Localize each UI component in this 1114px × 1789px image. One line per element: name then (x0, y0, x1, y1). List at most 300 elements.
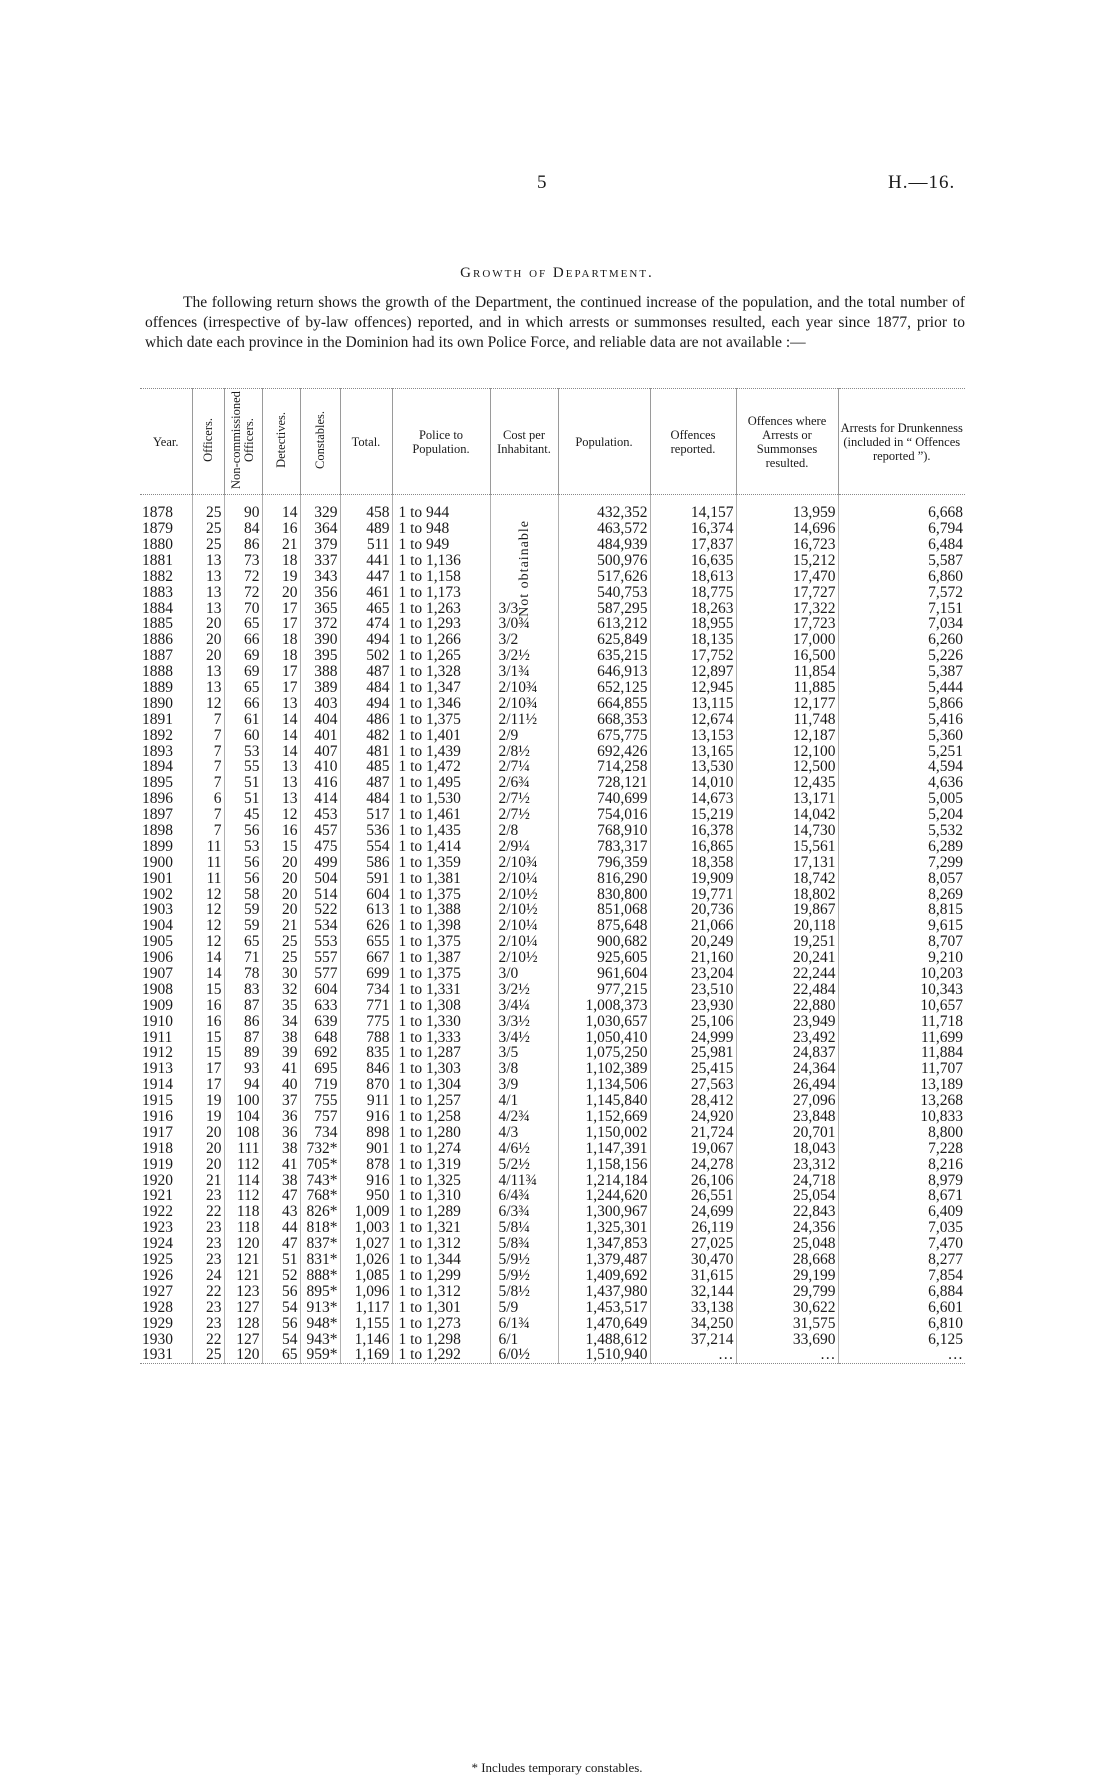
cell-officers: 7 (192, 775, 224, 791)
cell-detectives: 65 (262, 1347, 300, 1363)
table-row (140, 1077, 965, 1093)
footnote: * Includes temporary constables. (471, 1760, 643, 1775)
cell-drunkenness: 8,707 (838, 934, 965, 950)
table-row (140, 934, 965, 950)
cell-police-ratio: 1 to 1,321 (392, 1220, 490, 1236)
cell-arrests: 24,356 (736, 1220, 838, 1236)
cell-arrests: 14,042 (736, 807, 838, 823)
cell-arrests: 24,364 (736, 1061, 838, 1077)
table-row (140, 1284, 965, 1300)
cell-arrests: 11,748 (736, 712, 838, 728)
cell-cost: 3/1¾ (490, 664, 558, 680)
cell-officers: 23 (192, 1252, 224, 1268)
cell-officers: 19 (192, 1109, 224, 1125)
cell-population: 484,939 (558, 537, 650, 553)
table-bottom-rule (140, 1364, 965, 1367)
cell-population: 714,258 (558, 759, 650, 775)
cell-offences: 16,378 (650, 823, 736, 839)
cell-total: 517 (340, 807, 392, 823)
cell-ncos: 86 (224, 537, 262, 553)
cell-cost: 5/8½ (490, 1284, 558, 1300)
cell-population: 875,648 (558, 918, 650, 934)
cell-detectives: 40 (262, 1077, 300, 1093)
cell-total: 878 (340, 1157, 392, 1173)
table-row (140, 1331, 965, 1347)
cell-constables: 372 (300, 616, 340, 632)
cell-offences: 16,865 (650, 839, 736, 855)
table-row (140, 1315, 965, 1331)
cell-year: 1909 (142, 996, 173, 1014)
cell-police-ratio: 1 to 1,273 (392, 1315, 490, 1331)
cell-total: 655 (340, 934, 392, 950)
cell-population: 1,145,840 (558, 1093, 650, 1109)
cell-year: 1901 (142, 869, 173, 887)
cell-offences: 17,752 (650, 648, 736, 664)
cell-total: 536 (340, 823, 392, 839)
cell-drunkenness: 8,815 (838, 902, 965, 918)
cell-constables: 743* (300, 1172, 340, 1188)
cell-population: 432,352 (558, 495, 650, 521)
cell-total: 487 (340, 775, 392, 791)
cell-drunkenness: 6,794 (838, 521, 965, 537)
cell-police-ratio: 1 to 1,346 (392, 696, 490, 712)
cell-police-ratio: 1 to 1,308 (392, 998, 490, 1014)
cell-drunkenness: 10,343 (838, 982, 965, 998)
cell-year: 1925 (142, 1251, 173, 1269)
cell-constables: 604 (300, 982, 340, 998)
cell-police-ratio: 1 to 1,325 (392, 1172, 490, 1188)
cell-officers: 25 (192, 495, 224, 521)
cell-total: 1,003 (340, 1220, 392, 1236)
cell-ncos: 121 (224, 1268, 262, 1284)
cell-police-ratio: 1 to 1,158 (392, 569, 490, 585)
cell-total: 481 (340, 743, 392, 759)
cell-cost: 2/7¼ (490, 759, 558, 775)
cell-total: 486 (340, 712, 392, 728)
cell-arrests: 14,696 (736, 521, 838, 537)
cell-arrests: 18,043 (736, 1141, 838, 1157)
cell-police-ratio: 1 to 1,435 (392, 823, 490, 839)
cell-drunkenness: 5,587 (838, 553, 965, 569)
cell-officers: 22 (192, 1331, 224, 1347)
cell-cost: 6/1 (490, 1331, 558, 1347)
cell-population: 830,800 (558, 886, 650, 902)
cell-cost: 2/10¼ (490, 918, 558, 934)
table-row (140, 1045, 965, 1061)
table-row (140, 584, 965, 600)
cell-ncos: 65 (224, 616, 262, 632)
cell-year: 1928 (142, 1298, 173, 1316)
cell-police-ratio: 1 to 1,387 (392, 950, 490, 966)
cell-constables: 692 (300, 1045, 340, 1061)
table-row (140, 966, 965, 982)
cell-ncos: 59 (224, 918, 262, 934)
cell-police-ratio: 1 to 1,461 (392, 807, 490, 823)
cell-officers: 7 (192, 807, 224, 823)
cell-officers: 12 (192, 886, 224, 902)
cell-detectives: 17 (262, 600, 300, 616)
cell-officers: 22 (192, 1204, 224, 1220)
cell-constables: 457 (300, 823, 340, 839)
cell-offences: 26,551 (650, 1188, 736, 1204)
cell-ncos: 51 (224, 775, 262, 791)
cell-population: 646,913 (558, 664, 650, 680)
cell-offences: 19,909 (650, 870, 736, 886)
cell-drunkenness: 13,189 (838, 1077, 965, 1093)
cell-offences: 37,214 (650, 1331, 736, 1347)
cell-year: 1912 (142, 1044, 173, 1062)
cell-detectives: 39 (262, 1045, 300, 1061)
cell-arrests: 25,054 (736, 1188, 838, 1204)
cell-detectives: 14 (262, 712, 300, 728)
cell-police-ratio: 1 to 1,388 (392, 902, 490, 918)
table-row (140, 1157, 965, 1173)
cell-arrests: 17,322 (736, 600, 838, 616)
cell-police-ratio: 1 to 1,289 (392, 1204, 490, 1220)
cell-police-ratio: 1 to 1,304 (392, 1077, 490, 1093)
cell-total: 461 (340, 584, 392, 600)
cell-police-ratio: 1 to 1,319 (392, 1157, 490, 1173)
table-row (140, 743, 965, 759)
cell-detectives: 25 (262, 950, 300, 966)
cell-police-ratio: 1 to 1,173 (392, 584, 490, 600)
cell-population: 728,121 (558, 775, 650, 791)
cell-police-ratio: 1 to 1,312 (392, 1284, 490, 1300)
cell-year: 1918 (142, 1139, 173, 1157)
cell-officers: 20 (192, 1141, 224, 1157)
table-row (140, 521, 965, 537)
cell-officers: 13 (192, 664, 224, 680)
cell-arrests: 24,837 (736, 1045, 838, 1061)
cell-total: 1,117 (340, 1300, 392, 1316)
cell-total: 482 (340, 727, 392, 743)
cell-population: 635,215 (558, 648, 650, 664)
cell-detectives: 18 (262, 632, 300, 648)
cell-offences: 32,144 (650, 1284, 736, 1300)
cell-offences: 24,920 (650, 1109, 736, 1125)
cell-detectives: 44 (262, 1220, 300, 1236)
cell-police-ratio: 1 to 1,328 (392, 664, 490, 680)
cell-offences: 30,470 (650, 1252, 736, 1268)
cell-police-ratio: 1 to 1,258 (392, 1109, 490, 1125)
cell-constables: 826* (300, 1204, 340, 1220)
cell-police-ratio: 1 to 1,347 (392, 680, 490, 696)
cell-constables: 534 (300, 918, 340, 934)
cell-police-ratio: 1 to 1,301 (392, 1300, 490, 1316)
cell-ncos: 56 (224, 870, 262, 886)
cell-total: 489 (340, 521, 392, 537)
cell-arrests: 20,241 (736, 950, 838, 966)
cell-officers: 14 (192, 950, 224, 966)
cell-offences: 23,204 (650, 966, 736, 982)
table-row (140, 1125, 965, 1141)
cell-detectives: 41 (262, 1157, 300, 1173)
cell-police-ratio: 1 to 1,310 (392, 1188, 490, 1204)
cell-arrests: 12,187 (736, 727, 838, 743)
cell-drunkenness: 7,228 (838, 1141, 965, 1157)
cell-constables: 959* (300, 1347, 340, 1363)
cell-offences: 21,160 (650, 950, 736, 966)
cell-population: 587,295 (558, 600, 650, 616)
cell-total: 484 (340, 680, 392, 696)
cell-drunkenness: 6,860 (838, 569, 965, 585)
cell-police-ratio: 1 to 1,136 (392, 553, 490, 569)
cell-constables: 379 (300, 537, 340, 553)
cell-arrests: 24,718 (736, 1172, 838, 1188)
cell-constables: 943* (300, 1331, 340, 1347)
cell-arrests: 23,312 (736, 1157, 838, 1173)
cell-population: 1,470,649 (558, 1315, 650, 1331)
cell-population: 1,325,301 (558, 1220, 650, 1236)
table-row (140, 1300, 965, 1316)
cell-police-ratio: 1 to 1,398 (392, 918, 490, 934)
cell-ncos: 121 (224, 1252, 262, 1268)
cell-cost: 2/11½ (490, 712, 558, 728)
cell-offences: 18,613 (650, 569, 736, 585)
cell-drunkenness: 7,034 (838, 616, 965, 632)
cell-offences: 13,165 (650, 743, 736, 759)
cell-detectives: 13 (262, 775, 300, 791)
cell-constables: 514 (300, 886, 340, 902)
cell-ncos: 66 (224, 696, 262, 712)
cell-population: 1,150,002 (558, 1125, 650, 1141)
cell-detectives: 34 (262, 1014, 300, 1030)
cell-year: 1914 (142, 1076, 173, 1094)
cell-offences: 34,250 (650, 1315, 736, 1331)
cell-police-ratio: 1 to 1,375 (392, 966, 490, 982)
table-row (140, 1188, 965, 1204)
cell-arrests: 18,742 (736, 870, 838, 886)
cell-year: 1923 (142, 1219, 173, 1237)
cell-ncos: 61 (224, 712, 262, 728)
cell-arrests: 13,171 (736, 791, 838, 807)
cell-ncos: 56 (224, 855, 262, 871)
cell-total: 474 (340, 616, 392, 632)
cell-total: 699 (340, 966, 392, 982)
cell-ncos: 118 (224, 1220, 262, 1236)
cell-arrests: 19,867 (736, 902, 838, 918)
cell-officers: 23 (192, 1300, 224, 1316)
cell-year: 1907 (142, 965, 173, 983)
table-row (140, 918, 965, 934)
cell-constables: 768* (300, 1188, 340, 1204)
cell-police-ratio: 1 to 1,439 (392, 743, 490, 759)
cell-detectives: 13 (262, 696, 300, 712)
cell-population: 664,855 (558, 696, 650, 712)
table-row (140, 1220, 965, 1236)
cell-year: 1919 (142, 1155, 173, 1173)
cell-cost: 4/2¾ (490, 1109, 558, 1125)
cell-police-ratio: 1 to 1,530 (392, 791, 490, 807)
table-row (140, 727, 965, 743)
cell-police-ratio: 1 to 1,299 (392, 1268, 490, 1284)
cell-offences: 14,157 (650, 495, 736, 521)
cell-drunkenness: … (838, 1347, 965, 1363)
cell-drunkenness: 5,251 (838, 743, 965, 759)
cell-year: 1911 (142, 1028, 173, 1046)
cell-officers: 24 (192, 1268, 224, 1284)
cell-detectives: 14 (262, 743, 300, 759)
cell-offences: 21,066 (650, 918, 736, 934)
cell-detectives: 17 (262, 616, 300, 632)
cell-constables: 913* (300, 1300, 340, 1316)
cell-officers: 11 (192, 855, 224, 871)
cell-arrests: 12,435 (736, 775, 838, 791)
cell-total: 667 (340, 950, 392, 966)
cell-constables: 504 (300, 870, 340, 886)
cell-detectives: 14 (262, 495, 300, 521)
cell-total: 626 (340, 918, 392, 934)
cell-officers: 13 (192, 569, 224, 585)
cell-police-ratio: 1 to 1,274 (392, 1141, 490, 1157)
cell-population: 1,409,692 (558, 1268, 650, 1284)
cell-cost: 2/10½ (490, 886, 558, 902)
table-row (140, 648, 965, 664)
cell-year: 1915 (142, 1092, 173, 1110)
cell-drunkenness: 7,035 (838, 1220, 965, 1236)
cell-constables: 557 (300, 950, 340, 966)
cell-police-ratio: 1 to 1,312 (392, 1236, 490, 1252)
cell-detectives: 30 (262, 966, 300, 982)
cell-ncos: 84 (224, 521, 262, 537)
cell-constables: 695 (300, 1061, 340, 1077)
cell-offences: 12,674 (650, 712, 736, 728)
cell-population: 1,152,669 (558, 1109, 650, 1125)
cell-drunkenness: 11,884 (838, 1045, 965, 1061)
table-row (140, 839, 965, 855)
cell-total: 441 (340, 553, 392, 569)
cell-police-ratio: 1 to 1,359 (392, 855, 490, 871)
cell-detectives: 20 (262, 870, 300, 886)
cell-total: 771 (340, 998, 392, 1014)
cell-arrests: 16,723 (736, 537, 838, 553)
cell-offences: 25,415 (650, 1061, 736, 1077)
document-reference: H.—16. (888, 172, 956, 193)
cell-detectives: 38 (262, 1029, 300, 1045)
cell-officers: 25 (192, 537, 224, 553)
cell-ncos: 111 (224, 1141, 262, 1157)
cell-detectives: 21 (262, 537, 300, 553)
cell-detectives: 20 (262, 584, 300, 600)
cell-police-ratio: 1 to 1,381 (392, 870, 490, 886)
cell-constables: 639 (300, 1014, 340, 1030)
cell-arrests: 20,701 (736, 1125, 838, 1141)
cell-officers: 16 (192, 998, 224, 1014)
cell-cost: 3/0¾ (490, 616, 558, 632)
cell-constables: 403 (300, 696, 340, 712)
cell-year: 1883 (142, 583, 173, 601)
table-row (140, 807, 965, 823)
cell-detectives: 17 (262, 664, 300, 680)
cell-ncos: 118 (224, 1204, 262, 1220)
table-row (140, 600, 965, 616)
table-row (140, 696, 965, 712)
cell-ncos: 69 (224, 664, 262, 680)
cell-drunkenness: 6,260 (838, 632, 965, 648)
cell-constables: 453 (300, 807, 340, 823)
cell-arrests: … (736, 1347, 838, 1363)
cell-police-ratio: 1 to 1,414 (392, 839, 490, 855)
cell-officers: 21 (192, 1172, 224, 1188)
cell-arrests: 22,244 (736, 966, 838, 982)
cell-constables: 365 (300, 600, 340, 616)
cell-detectives: 36 (262, 1109, 300, 1125)
cell-offences: 18,358 (650, 855, 736, 871)
cell-year: 1880 (142, 535, 173, 553)
cell-cost: 3/5 (490, 1045, 558, 1061)
cell-police-ratio: 1 to 1,265 (392, 648, 490, 664)
cell-population: 977,215 (558, 982, 650, 998)
cell-arrests: 18,802 (736, 886, 838, 902)
cell-population: 740,699 (558, 791, 650, 807)
cell-cost: 2/10¾ (490, 680, 558, 696)
cell-drunkenness: 9,615 (838, 918, 965, 934)
cell-drunkenness: 6,668 (838, 495, 965, 521)
cell-total: 494 (340, 632, 392, 648)
cell-cost: 4/6½ (490, 1141, 558, 1157)
cell-drunkenness: 6,884 (838, 1284, 965, 1300)
cell-officers: 15 (192, 982, 224, 998)
cell-ncos: 72 (224, 569, 262, 585)
cell-ncos: 70 (224, 600, 262, 616)
cell-population: 851,068 (558, 902, 650, 918)
cell-population: 1,379,487 (558, 1252, 650, 1268)
cell-cost (490, 495, 558, 521)
cell-population: 1,008,373 (558, 998, 650, 1014)
cell-arrests: 22,484 (736, 982, 838, 998)
cell-constables: 388 (300, 664, 340, 680)
cell-officers: 15 (192, 1045, 224, 1061)
cell-constables: 337 (300, 553, 340, 569)
cell-offences: 25,981 (650, 1045, 736, 1061)
cell-offences: … (650, 1347, 736, 1363)
table-row (140, 823, 965, 839)
cell-officers: 7 (192, 823, 224, 839)
cell-total: 788 (340, 1029, 392, 1045)
cell-population: 1,510,940 (558, 1347, 650, 1363)
cell-ncos: 65 (224, 934, 262, 950)
cell-constables: 648 (300, 1029, 340, 1045)
cell-officers: 13 (192, 553, 224, 569)
cell-detectives: 19 (262, 569, 300, 585)
cell-cost: 2/9¼ (490, 839, 558, 855)
cell-detectives: 36 (262, 1125, 300, 1141)
cell-offences: 24,699 (650, 1204, 736, 1220)
cell-cost: 3/0 (490, 966, 558, 982)
cell-population: 500,976 (558, 553, 650, 569)
cell-drunkenness: 7,151 (838, 600, 965, 616)
cell-year: 1916 (142, 1108, 173, 1126)
cell-total: 554 (340, 839, 392, 855)
cell-officers: 25 (192, 521, 224, 537)
cell-year: 1885 (142, 615, 173, 633)
cell-arrests: 17,470 (736, 569, 838, 585)
cell-drunkenness: 7,299 (838, 855, 965, 871)
cell-ncos: 83 (224, 982, 262, 998)
table-row (140, 1236, 965, 1252)
cell-cost: 5/8¾ (490, 1236, 558, 1252)
cell-offences: 23,510 (650, 982, 736, 998)
cell-police-ratio: 1 to 949 (392, 537, 490, 553)
cell-year: 1900 (142, 853, 173, 871)
cell-year: 1890 (142, 694, 173, 712)
cell-detectives: 38 (262, 1141, 300, 1157)
cell-constables: 404 (300, 712, 340, 728)
cell-population: 668,353 (558, 712, 650, 728)
cell-cost: 5/9 (490, 1300, 558, 1316)
header-offences: Offences reported. (650, 389, 736, 495)
cell-cost: 2/9 (490, 727, 558, 743)
